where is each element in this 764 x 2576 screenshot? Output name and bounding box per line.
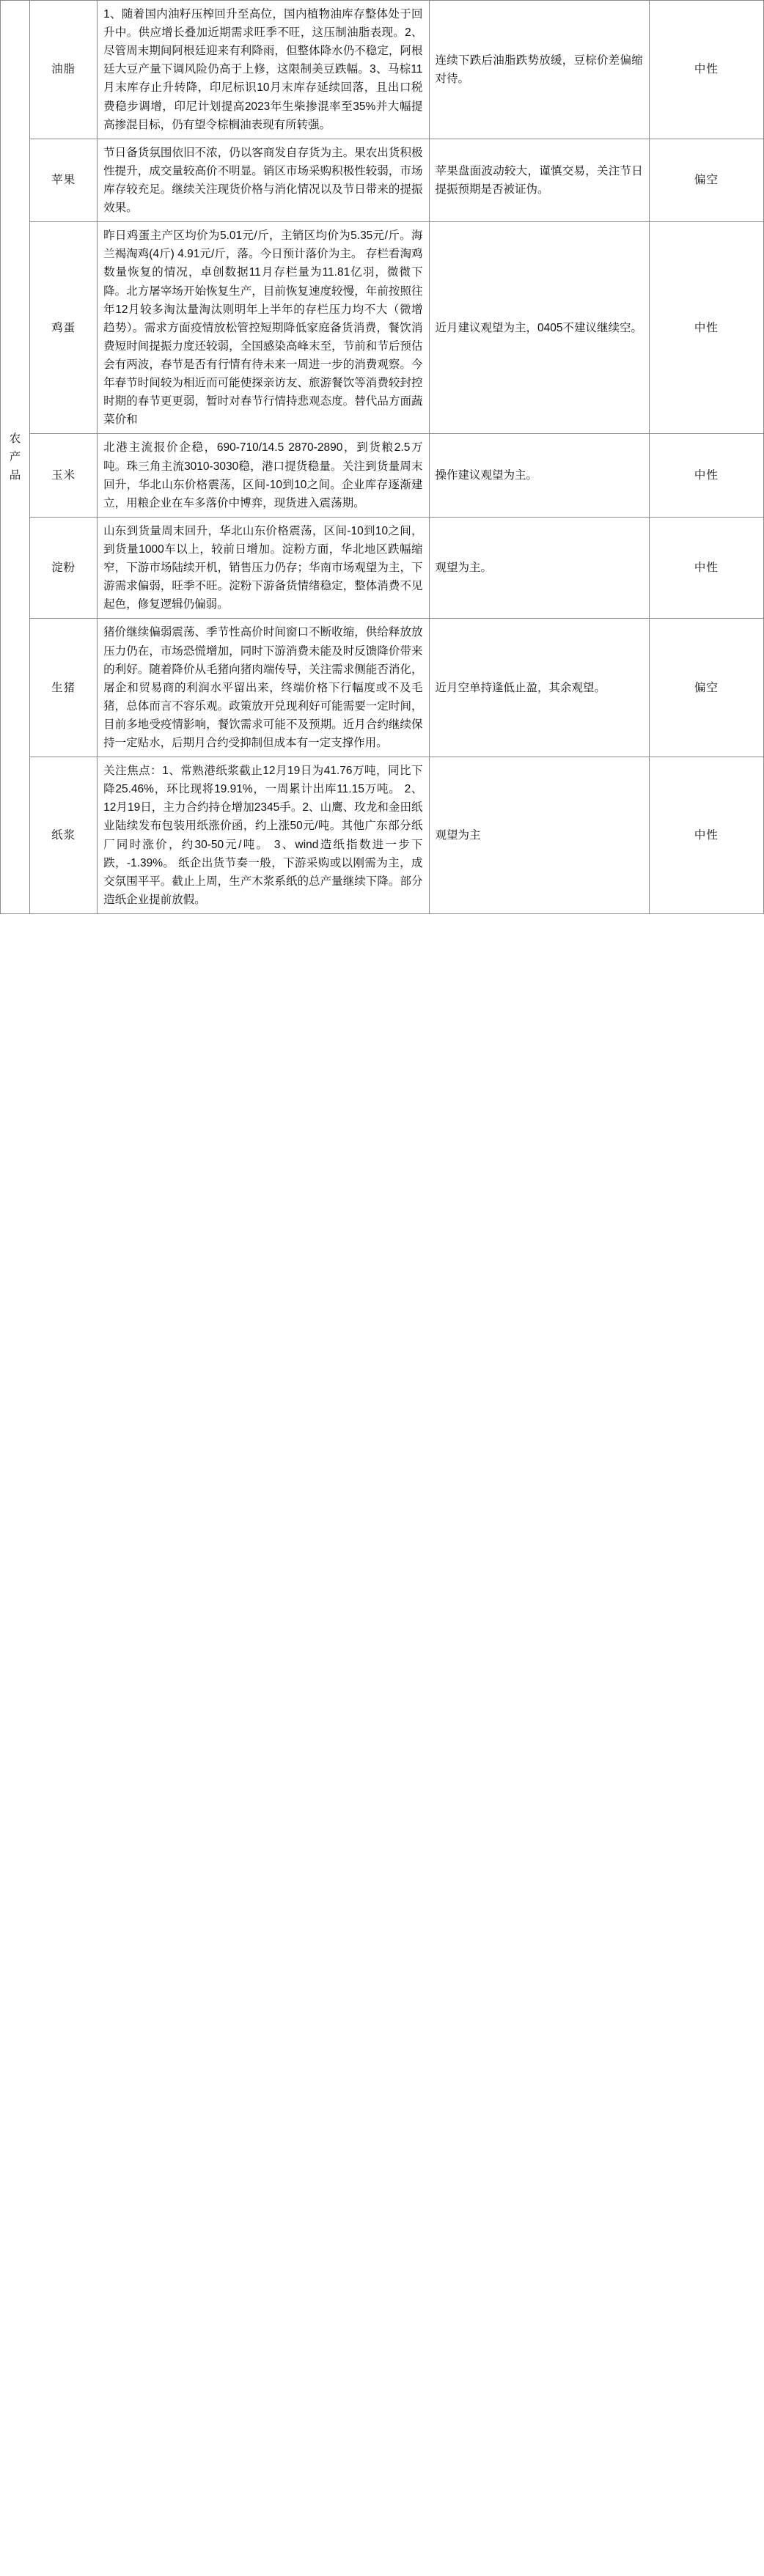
commodity-view-pingguo: 偏空 — [649, 139, 763, 221]
commodity-desc-shengzhu: 猪价继续偏弱震荡、季节性高价时间窗口不断收缩，供给释放放压力仍在，市场恐慌增加，同时下游消费未能及时反馈降价带来的利好。随着降价从毛猪向猪肉端传导，关注需求侧能否消化，屠企和贸易商的利润水平留出来，终端价格下行幅度或不及毛猪，总体而言不容乐观。政策放开兑现利好可能需要一定时间，目前多地受疫情影响，餐饮需求可能不及预期。近月合约继续保持一定贴水，后期月合约受抑制但成本有一定支撑作用。 — [98, 619, 429, 757]
group-label-cell — [1, 1, 30, 914]
commodity-view-yumi: 中性 — [649, 434, 763, 517]
commodity-view-shengzhu: 偏空 — [649, 619, 763, 757]
commodity-view-zhijiang: 中性 — [649, 757, 763, 914]
market-report-sheet — [0, 0, 764, 914]
commodity-desc-yumi: 北港主流报价企稳，690-710/14.5 2870-2890，到货粮2.5万吨。珠三角主流3010-3030稳，港口提货稳量。关注到货量周末回升，华北山东价格震荡，区间-10到10之间。企业库存逐渐建立，用粮企业在车多落价中博弈，现货进入震荡期。 — [98, 434, 429, 517]
commodity-advice-yumi: 操作建议观望为主。 — [429, 434, 649, 517]
table-row — [1, 517, 764, 619]
commodity-advice-zhijiang: 观望为主 — [429, 757, 649, 914]
commodity-name-dianfen: 淀粉 — [30, 517, 98, 619]
commodity-desc-zhijiang: 关注焦点：1、常熟港纸浆截止12月19日为41.76万吨，同比下降25.46%，环比现将19.91%，一周累计出库11.15万吨。 2、12月19日，主力合约持仓增加2345手。2、山鹰、玫龙和金田纸业陆续发布包装用纸涨价函，约上涨50元/吨。其他广东部分纸厂同时涨价，约30-50元/吨。 3、wind造纸指数进一步下跌，-1.39%。 纸企出货节奏一般，下游采购或以刚需为主，成交氛围平平。截止上周，生产木浆系纸的总产量继续下降。部分造纸企业提前放假。 — [98, 757, 429, 914]
table-row — [1, 434, 764, 517]
commodity-advice-shengzhu: 近月空单持逢低止盈，其余观望。 — [429, 619, 649, 757]
commodity-view-dianfen: 中性 — [649, 517, 763, 619]
table-body — [1, 1, 764, 914]
commodity-name-pingguo: 苹果 — [30, 139, 98, 221]
commodity-desc-youzhi: 1、随着国内油籽压榨回升至高位，国内植物油库存整体处于回升中。供应增长叠加近期需求旺季不旺，这压制油脂表现。2、尽管周末期间阿根廷迎来有利降雨，但整体降水仍不稳定，阿根廷大豆产量下调风险仍高于上修，这限制美豆跌幅。3、马棕11月末库存止升转降，印尼标识10月末库存延续回落，且出口税费稳步调增，印尼计划提高2023年生柴掺混率至35%并大幅提高掺混目标，仍有望令棕榈油表现有所转强。 — [98, 1, 429, 139]
commodity-desc-dianfen: 山东到货量周末回升，华北山东价格震荡，区间-10到10之间，到货量1000车以上，较前日增加。淀粉方面，华北地区跌幅缩窄，下游市场陆续开机，销售压力仍存；华南市场观望为主，下游需求偏弱，旺季不旺。淀粉下游备货情绪稳定，整体消费不见起色，修复逻辑仍偏弱。 — [98, 517, 429, 619]
table-row — [1, 222, 764, 434]
commodity-advice-jidan: 近月建议观望为主，0405不建议继续空。 — [429, 222, 649, 434]
group-label-text: 农产品 — [9, 432, 21, 482]
commodity-name-zhijiang: 纸浆 — [30, 757, 98, 914]
commodity-name-jidan: 鸡蛋 — [30, 222, 98, 434]
commodity-outlook-table — [0, 0, 764, 914]
table-row — [1, 1, 764, 139]
commodity-desc-pingguo: 节日备货氛围依旧不浓，仍以客商发自存货为主。果农出货积极性提升，成交量较高价不明显。销区市场采购积极性较弱，市场库存较充足。继续关注现货价格与消化情况以及节日带来的提振效果。 — [98, 139, 429, 221]
commodity-view-youzhi: 中性 — [649, 1, 763, 139]
commodity-advice-dianfen: 观望为主。 — [429, 517, 649, 619]
commodity-name-yumi: 玉米 — [30, 434, 98, 517]
commodity-view-jidan: 中性 — [649, 222, 763, 434]
commodity-name-shengzhu: 生猪 — [30, 619, 98, 757]
commodity-advice-pingguo: 苹果盘面波动较大，谨慎交易，关注节日提振预期是否被证伪。 — [429, 139, 649, 221]
table-row — [1, 619, 764, 757]
table-row — [1, 757, 764, 914]
commodity-advice-youzhi: 连续下跌后油脂跌势放缓，豆棕价差偏缩对待。 — [429, 1, 649, 139]
commodity-name-youzhi: 油脂 — [30, 1, 98, 139]
table-row — [1, 139, 764, 221]
commodity-desc-jidan: 昨日鸡蛋主产区均价为5.01元/斤，主销区均价为5.35元/斤。海兰褐淘鸡(4斤) 4.91元/斤，落。今日预计落价为主。 存栏看淘鸡数量恢复的情况，卓创数据11月存栏量为11.81亿羽，微微下降。北方屠宰场开始恢复生产，目前恢复速度较慢，年前按照往年12月较多淘汰量淘汰则明年上半年的存栏压力均不大（微增趋势）。需求方面疫情放松管控短期降低家庭备货消费，餐饮消费短时间提振力度还较弱，全国感染高峰末至，节前和节后预估会有两波，春节是否有行情有待未来一周进一步的消费观察。今年春节时间较为相近而可能使探亲访友、旅游餐饮等消费较封控时期的春节更更弱，暂时对春节行情持悲观态度。替代品方面蔬菜价和 — [98, 222, 429, 434]
